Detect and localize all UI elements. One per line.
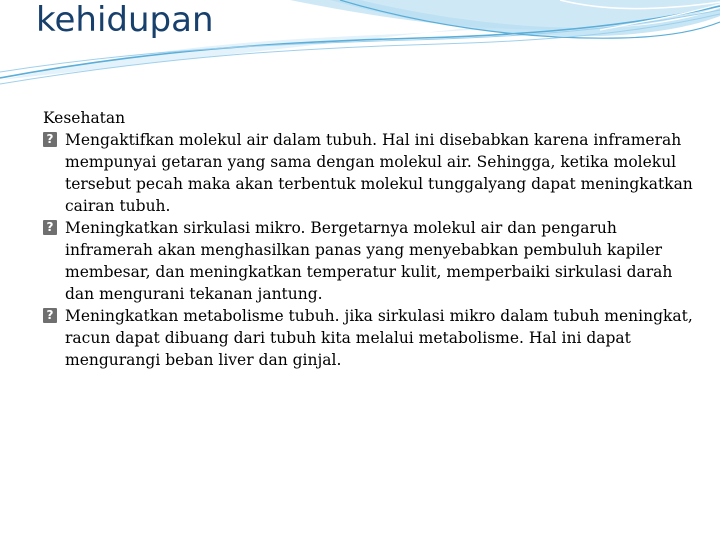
bullet-item	[43, 217, 693, 305]
missing-glyph-icon: ?	[43, 308, 57, 323]
slide-title: kehidupan	[36, 0, 214, 40]
missing-glyph-icon: ?	[43, 220, 57, 235]
bullet-text: Meningkatkan sirkulasi mikro. Bergetarnya molekul air dan pengaruh inframerah akan menghasilkan panas yang menyebabkan pembuluh kapiler membesar, dan meningkatkan temperatur kulit, memperbaiki sirkulasi darah dan mengurani tekanan jantung.	[65, 219, 673, 303]
missing-glyph-icon: ?	[43, 132, 57, 147]
subheading: Kesehatan	[43, 109, 126, 127]
bullet-text: Meningkatkan metabolisme tubuh. jika sirkulasi mikro dalam tubuh meningkat, racun dapat dibuang dari tubuh kita melalui metabolisme. Hal ini dapat mengurangi beban liver dan ginjal.	[65, 307, 693, 369]
bullet-item	[43, 129, 693, 217]
content-body	[43, 107, 693, 371]
bullet-item	[43, 305, 693, 371]
bullet-text: Mengaktifkan molekul air dalam tubuh. Hal ini disebabkan karena inframerah mempunyai getaran yang sama dengan molekul air. Sehingga, ketika molekul tersebut pecah maka akan terbentuk molekul tunggalyang dapat meningkatkan cairan tubuh.	[65, 131, 693, 215]
